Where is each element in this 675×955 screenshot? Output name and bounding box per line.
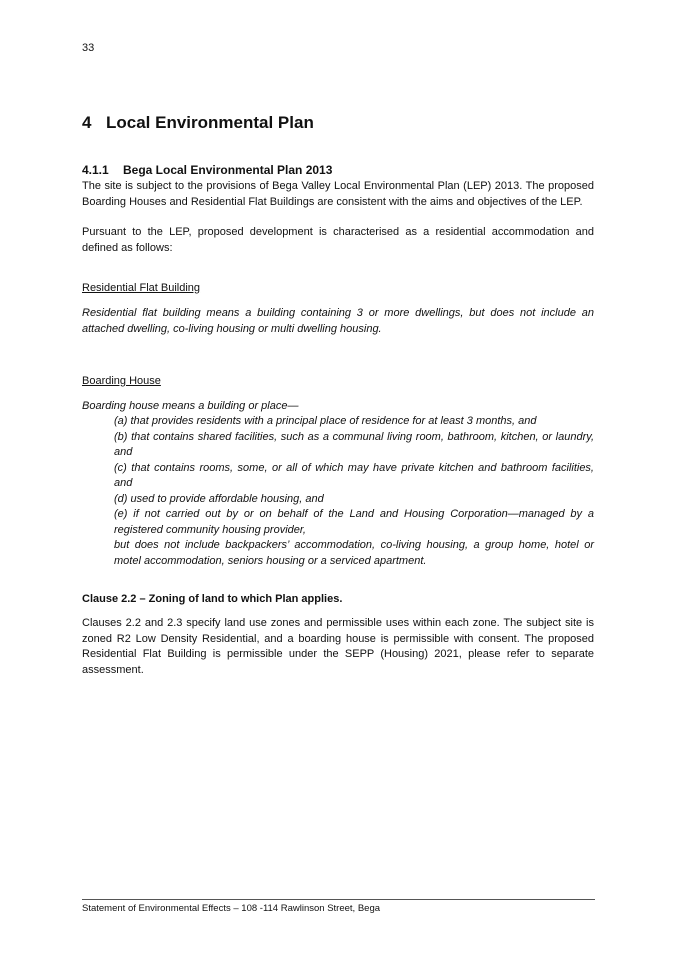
bh-definition-list [114,414,594,569]
rfb-heading: Residential Flat Building [82,282,201,294]
bh-tail: but does not include backpackers’ accommodation, co-living housing, a group home, hotel or motel accommodation, seniors housing or a serviced apartment. [114,539,594,567]
page-number: 33 [82,42,95,54]
pursuant-paragraph: Pursuant to the LEP, proposed development is characterised as a residential accommodation and defined as follows: [82,226,594,254]
subsection-title: Bega Local Environmental Plan 2013 [123,163,333,177]
subsection-number: 4.1.1 [82,163,109,177]
list-item: (a) that provides residents with a principal place of residence for at least 3 months, and [114,415,537,427]
clause-heading: Clause 2.2 – Zoning of land to which Plan applies. [82,593,343,605]
section-heading [82,113,314,133]
clause-paragraph: Clauses 2.2 and 2.3 specify land use zones and permissible uses within each zone. The subject site is zoned R2 Low Density Residential, and a boarding house is permissible with consent. The proposed Residential Flat Building is permissible under the SEPP (Housing) 2021, please refer to separate assessment. [82,617,594,676]
section-number: 4 [82,113,92,132]
list-item: (b) that contains shared facilities, such as a communal living room, bathroom, kitchen, or laundry, and [114,430,594,458]
intro-paragraph: The site is subject to the provisions of Bega Valley Local Environmental Plan (LEP) 2013. The proposed Boarding Houses and Residential Flat Buildings are consistent with the aims and objectives of the LEP. [82,180,594,208]
rfb-definition: Residential flat building means a building containing 3 or more dwellings, but does not include an attached dwelling, co-living housing or multi dwelling housing. [82,307,594,335]
list-item: (d) used to provide affordable housing, and [114,492,324,505]
list-item: (e) if not carried out by or on behalf of the Land and Housing Corporation—managed by a registered community housing provider, [114,508,594,536]
subsection-heading [82,163,332,177]
page-footer: Statement of Environmental Effects – 108 -114 Rawlinson Street, Bega [82,903,381,914]
footer-divider [82,899,595,900]
list-item: (c) that contains rooms, some, or all of which may have private kitchen and bathroom facilities, and [114,461,594,489]
bh-lead: Boarding house means a building or place— [82,400,299,412]
section-title: Local Environmental Plan [106,113,314,132]
bh-heading: Boarding House [82,375,161,387]
